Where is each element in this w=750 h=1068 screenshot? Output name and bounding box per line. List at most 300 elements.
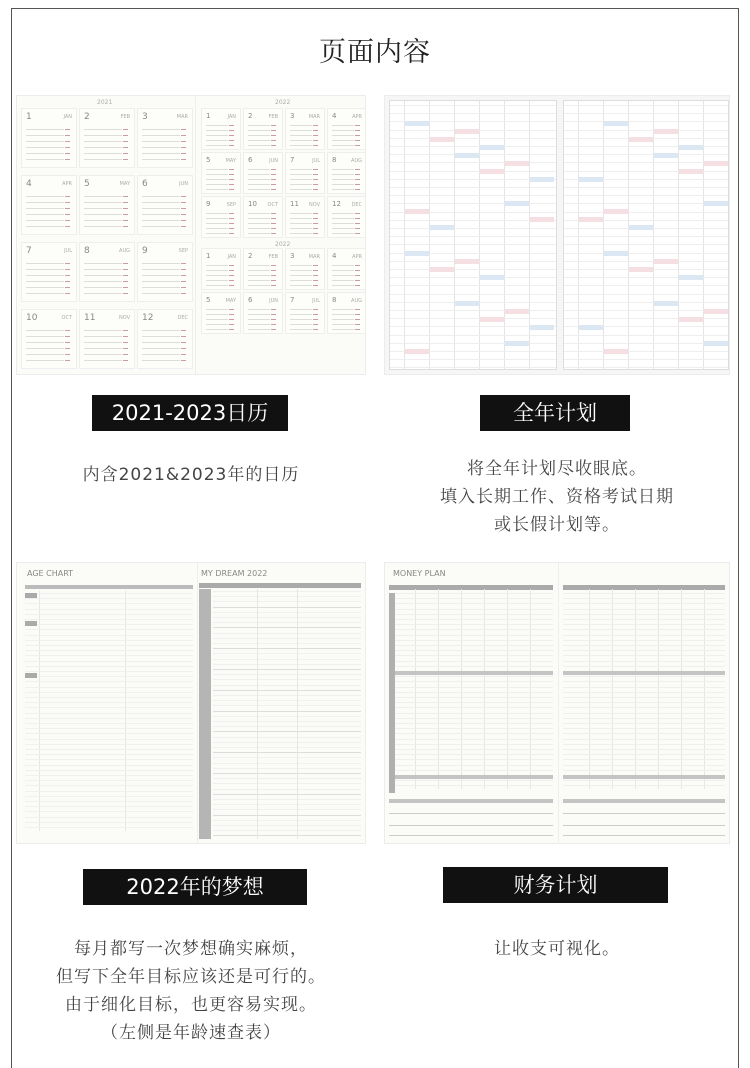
weekend-mark: [313, 228, 318, 229]
weekend-mark: [313, 179, 318, 180]
weekend-mark: [181, 208, 186, 209]
day-row: [564, 253, 728, 254]
month-number: 5: [206, 156, 211, 164]
dream-row: [213, 648, 361, 649]
day-row: [290, 319, 312, 320]
month-number: 12: [332, 200, 341, 208]
weekend-mark: [355, 319, 360, 320]
section-label-year-plan: 全年计划: [480, 395, 630, 431]
weekend-mark: [123, 141, 128, 142]
weekend-mark: [313, 130, 318, 131]
dream-row: [213, 747, 361, 748]
day-row: [84, 354, 122, 355]
weekend-mark: [181, 342, 186, 343]
money-row: [563, 609, 725, 610]
day-row: [142, 135, 180, 136]
calendar-month: [79, 175, 135, 235]
holiday-band: [455, 259, 479, 264]
month-name: MAR: [308, 254, 320, 260]
day-row: [206, 218, 228, 219]
weekend-mark: [123, 214, 128, 215]
day-row: [390, 310, 556, 311]
month-name: APR: [352, 254, 362, 260]
weekend-mark: [229, 233, 234, 234]
day-row: [332, 135, 354, 136]
day-row: [332, 169, 354, 170]
money-row: [389, 770, 553, 771]
weekend-mark: [271, 135, 276, 136]
weekend-mark: [229, 189, 234, 190]
age-row: [25, 661, 193, 662]
weekend-mark: [65, 336, 70, 337]
day-row: [206, 270, 228, 271]
month-number: 3: [290, 252, 295, 260]
day-row: [84, 269, 122, 270]
day-row: [248, 319, 270, 320]
calendar-month: [79, 242, 135, 302]
money-row: [563, 681, 725, 682]
day-row: [390, 187, 556, 188]
calendar-year-2022-lower: 2022: [275, 241, 291, 248]
calendar-month: [243, 196, 283, 238]
day-row: [290, 285, 312, 286]
day-row: [84, 135, 122, 136]
money-row: [389, 609, 553, 610]
weekend-mark: [355, 145, 360, 146]
day-row: [332, 140, 354, 141]
day-row: [332, 174, 354, 175]
day-row: [26, 208, 64, 209]
month-name: SEP: [226, 202, 236, 208]
weekend-mark: [271, 329, 276, 330]
holiday-band: [654, 301, 678, 306]
day-row: [248, 125, 270, 126]
calendar-month: [201, 196, 241, 238]
holiday-band: [704, 201, 728, 206]
desc-line: （左侧是年龄速查表）: [101, 1023, 281, 1043]
holiday-band: [654, 153, 678, 158]
month-name: FEB: [268, 254, 278, 260]
weekend-mark: [355, 324, 360, 325]
dream-row: [213, 653, 361, 654]
month-name: JAN: [227, 114, 236, 120]
age-row: [25, 687, 193, 688]
age-row: [25, 806, 193, 807]
day-row: [564, 171, 728, 172]
dream-row: [213, 664, 361, 665]
money-header: [389, 585, 553, 590]
money-row: [389, 655, 553, 656]
day-row: [332, 213, 354, 214]
calendar-month: [327, 152, 366, 194]
month-name: MAR: [308, 114, 320, 120]
weekend-mark: [123, 287, 128, 288]
day-row: [332, 265, 354, 266]
day-row: [248, 169, 270, 170]
section-label-dream: 2022年的梦想: [83, 869, 307, 905]
money-row: [563, 770, 725, 771]
dream-row: [213, 742, 361, 743]
weekend-mark: [313, 280, 318, 281]
weekend-mark: [355, 174, 360, 175]
day-row: [290, 135, 312, 136]
holiday-band: [629, 267, 653, 272]
money-row: [563, 723, 725, 724]
weekend-mark: [229, 314, 234, 315]
section-desc-calendar: [16, 461, 366, 489]
day-row: [206, 280, 228, 281]
month-number: 2: [248, 252, 253, 260]
day-row: [248, 174, 270, 175]
age-row: [25, 598, 193, 599]
day-row: [332, 145, 354, 146]
weekend-mark: [271, 265, 276, 266]
day-row: [206, 228, 228, 229]
weekend-mark: [229, 130, 234, 131]
day-row: [206, 314, 228, 315]
day-row: [290, 275, 312, 276]
weekend-mark: [123, 208, 128, 209]
money-header: [563, 585, 725, 590]
weekend-mark: [271, 280, 276, 281]
day-row: [390, 367, 556, 368]
holiday-band: [679, 145, 703, 150]
holiday-band: [530, 177, 554, 182]
weekend-mark: [355, 135, 360, 136]
calendar-month: [327, 108, 366, 150]
day-row: [248, 145, 270, 146]
money-subtotal: [389, 799, 553, 803]
day-row: [26, 196, 64, 197]
desc-line: 但写下全年目标应该还是可行的。: [56, 967, 326, 987]
day-row: [332, 228, 354, 229]
weekend-mark: [271, 179, 276, 180]
year-plan-page: [389, 100, 557, 370]
weekend-mark: [65, 159, 70, 160]
day-row: [564, 277, 728, 278]
weekend-mark: [123, 226, 128, 227]
weekend-mark: [181, 269, 186, 270]
money-row: [563, 713, 725, 714]
money-row: [563, 624, 725, 625]
weekend-mark: [355, 275, 360, 276]
money-row: [563, 640, 725, 641]
day-row: [142, 141, 180, 142]
holiday-band: [654, 259, 678, 264]
day-row: [248, 324, 270, 325]
day-row: [84, 153, 122, 154]
money-row: [389, 593, 553, 594]
day-row: [390, 228, 556, 229]
section-label-money: 财务计划: [443, 867, 668, 903]
weekend-mark: [271, 218, 276, 219]
day-row: [206, 179, 228, 180]
day-row: [390, 203, 556, 204]
dream-row: [213, 591, 361, 592]
age-row: [25, 733, 193, 734]
holiday-band: [505, 309, 529, 314]
age-row: [25, 775, 193, 776]
day-row: [332, 285, 354, 286]
day-row: [206, 319, 228, 320]
weekend-mark: [229, 228, 234, 229]
section-desc-year-plan: [384, 455, 730, 539]
money-row: [389, 754, 553, 755]
age-row: [25, 817, 193, 818]
day-row: [290, 140, 312, 141]
weekend-mark: [313, 213, 318, 214]
money-row: [563, 785, 725, 786]
day-row: [26, 360, 64, 361]
money-row: [389, 713, 553, 714]
section-desc-dream: [16, 935, 366, 1047]
day-row: [206, 145, 228, 146]
day-row: [248, 228, 270, 229]
dream-row: [213, 643, 361, 644]
weekend-mark: [65, 214, 70, 215]
month-name: MAY: [119, 181, 130, 187]
day-row: [290, 145, 312, 146]
weekend-mark: [271, 319, 276, 320]
weekend-mark: [229, 275, 234, 276]
day-row: [248, 233, 270, 234]
money-subtotal: [389, 671, 553, 675]
money-row: [389, 598, 553, 599]
weekend-mark: [229, 140, 234, 141]
dream-row: [213, 789, 361, 790]
day-row: [390, 294, 556, 295]
dream-row: [213, 711, 361, 712]
month-name: MAY: [225, 298, 236, 304]
weekend-mark: [355, 329, 360, 330]
day-row: [206, 135, 228, 136]
money-row: [389, 681, 553, 682]
weekend-mark: [123, 360, 128, 361]
money-row: [389, 603, 553, 604]
day-row: [84, 275, 122, 276]
dream-row: [213, 820, 361, 821]
weekend-mark: [355, 189, 360, 190]
money-plan-thumbnail: [384, 562, 730, 844]
money-subtotal: [389, 775, 553, 779]
month-name: JAN: [63, 114, 72, 120]
weekend-mark: [123, 202, 128, 203]
day-row: [290, 130, 312, 131]
month-number: 5: [206, 296, 211, 304]
day-row: [84, 214, 122, 215]
weekend-mark: [229, 270, 234, 271]
weekend-mark: [65, 129, 70, 130]
money-row: [389, 661, 553, 662]
weekend-mark: [313, 184, 318, 185]
day-row: [248, 309, 270, 310]
weekend-mark: [355, 270, 360, 271]
calendar-month: [243, 292, 283, 334]
month-number: 1: [206, 112, 211, 120]
age-block-marker: [25, 621, 37, 626]
weekend-mark: [313, 140, 318, 141]
dream-row: [213, 705, 361, 706]
day-row: [564, 212, 728, 213]
day-row: [248, 189, 270, 190]
dream-row: [213, 809, 361, 810]
age-row: [25, 749, 193, 750]
day-row: [142, 226, 180, 227]
money-row: [563, 702, 725, 703]
weekend-mark: [181, 293, 186, 294]
age-row: [25, 723, 193, 724]
month-number: 4: [26, 179, 32, 189]
money-row: [563, 676, 725, 677]
money-row: [563, 593, 725, 594]
day-row: [142, 348, 180, 349]
day-row: [290, 314, 312, 315]
month-name: JUL: [312, 158, 320, 164]
month-name: FEB: [120, 114, 130, 120]
day-row: [84, 141, 122, 142]
dream-row: [213, 804, 361, 805]
weekend-mark: [181, 330, 186, 331]
money-row: [389, 629, 553, 630]
holiday-band: [455, 129, 479, 134]
weekend-mark: [123, 348, 128, 349]
weekend-mark: [123, 263, 128, 264]
calendar-month: [137, 309, 193, 369]
day-row: [142, 336, 180, 337]
weekend-mark: [229, 145, 234, 146]
dream-row: [213, 633, 361, 634]
day-row: [332, 270, 354, 271]
day-row: [390, 138, 556, 139]
month-name: JUN: [269, 158, 278, 164]
month-number: 1: [26, 112, 32, 122]
weekend-mark: [271, 223, 276, 224]
month-number: 1: [206, 252, 211, 260]
holiday-band: [480, 317, 504, 322]
day-row: [290, 228, 312, 229]
day-row: [332, 280, 354, 281]
day-row: [390, 318, 556, 319]
weekend-mark: [355, 233, 360, 234]
day-row: [84, 196, 122, 197]
day-row: [206, 184, 228, 185]
money-row: [389, 614, 553, 615]
money-row: [563, 635, 725, 636]
dream-column-line: [257, 589, 258, 839]
day-row: [390, 359, 556, 360]
day-row: [248, 179, 270, 180]
month-number: 10: [26, 313, 38, 323]
day-row: [84, 336, 122, 337]
weekend-mark: [271, 130, 276, 131]
holiday-band: [629, 137, 653, 142]
weekend-mark: [65, 202, 70, 203]
weekend-mark: [65, 281, 70, 282]
holiday-band: [679, 275, 703, 280]
holiday-band: [405, 349, 429, 354]
day-row: [142, 214, 180, 215]
money-row: [563, 835, 725, 836]
holiday-band: [430, 267, 454, 272]
money-row: [563, 614, 725, 615]
day-row: [332, 125, 354, 126]
dream-row: [213, 601, 361, 602]
money-row: [389, 692, 553, 693]
day-row: [564, 244, 728, 245]
money-row: [563, 661, 725, 662]
weekend-mark: [313, 169, 318, 170]
weekend-mark: [355, 285, 360, 286]
day-row: [290, 179, 312, 180]
calendar-month: [285, 292, 325, 334]
dream-row: [213, 607, 361, 608]
weekend-mark: [123, 147, 128, 148]
money-row: [389, 759, 553, 760]
day-row: [26, 220, 64, 221]
money-row: [563, 744, 725, 745]
money-row: [563, 697, 725, 698]
weekend-mark: [123, 135, 128, 136]
day-row: [26, 269, 64, 270]
age-row: [25, 713, 193, 714]
day-row: [84, 263, 122, 264]
age-row: [25, 692, 193, 693]
age-row: [25, 629, 193, 630]
weekend-mark: [181, 336, 186, 337]
day-row: [564, 318, 728, 319]
weekend-mark: [313, 314, 318, 315]
day-row: [206, 329, 228, 330]
calendar-month: [137, 175, 193, 235]
day-row: [142, 220, 180, 221]
calendar-month: [285, 196, 325, 238]
holiday-band: [579, 177, 603, 182]
dream-thumbnail: [16, 562, 366, 844]
weekend-mark: [181, 348, 186, 349]
month-number: 8: [332, 156, 337, 164]
day-row: [564, 154, 728, 155]
holiday-band: [704, 309, 728, 314]
page-divider: [195, 96, 196, 375]
age-row: [25, 780, 193, 781]
day-row: [290, 125, 312, 126]
day-row: [332, 314, 354, 315]
month-name: NOV: [308, 202, 320, 208]
weekend-mark: [65, 354, 70, 355]
desc-line: 内含2021&2023年的日历: [82, 465, 300, 485]
year-plan-thumbnail: [384, 95, 730, 375]
weekend-mark: [355, 140, 360, 141]
holiday-band: [604, 251, 628, 256]
day-row: [332, 179, 354, 180]
age-row: [25, 624, 193, 625]
age-row: [25, 619, 193, 620]
holiday-band: [505, 161, 529, 166]
month-number: 4: [332, 112, 337, 120]
month-column: [404, 101, 405, 369]
day-row: [248, 329, 270, 330]
day-row: [290, 265, 312, 266]
weekend-mark: [65, 293, 70, 294]
day-row: [26, 129, 64, 130]
age-row: [25, 759, 193, 760]
weekend-mark: [271, 285, 276, 286]
dream-row: [213, 617, 361, 618]
day-row: [290, 223, 312, 224]
calendar-month: [21, 242, 77, 302]
weekend-mark: [65, 342, 70, 343]
day-row: [332, 275, 354, 276]
